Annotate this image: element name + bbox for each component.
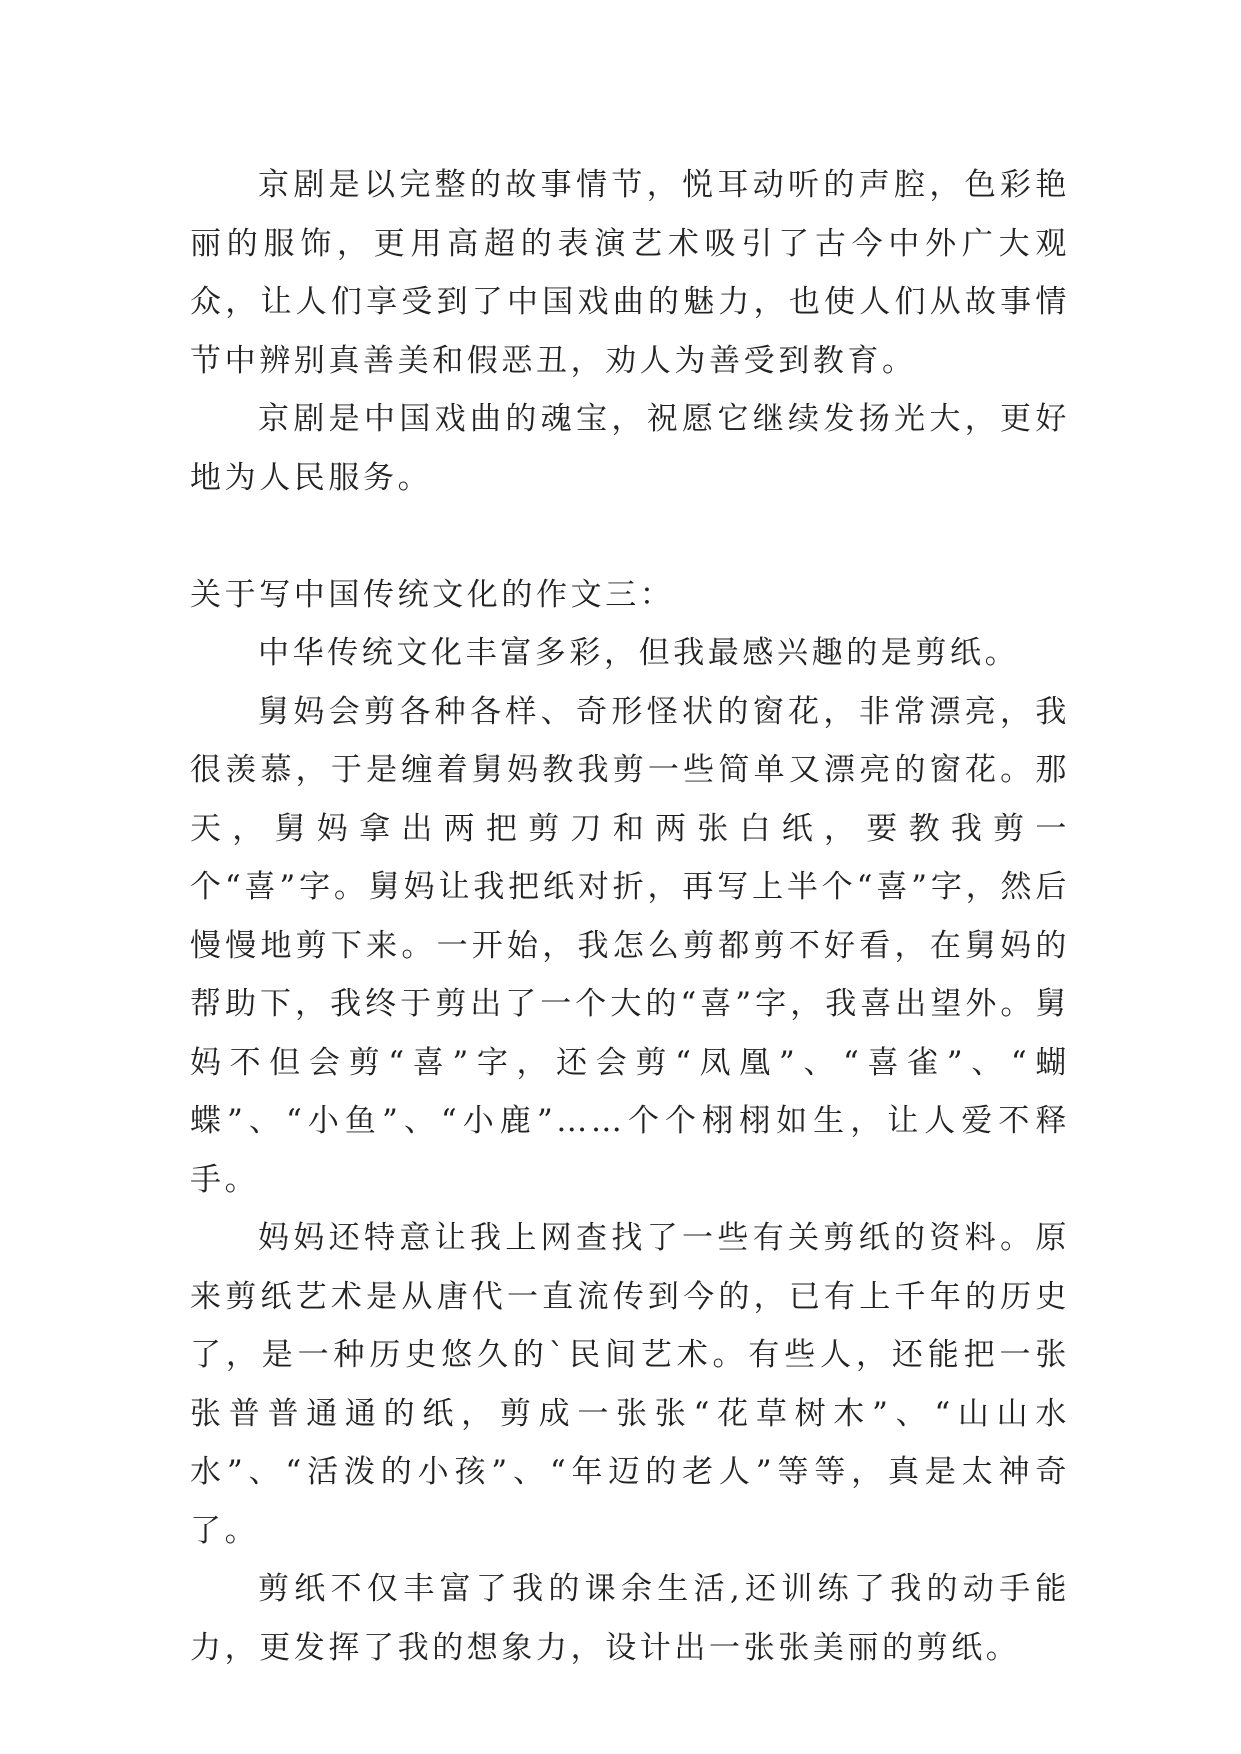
section-heading: 关于写中国传统文化的作文三：	[190, 576, 675, 613]
paragraph-peking-opera-appeal: 京剧是以完整的故事情节，悦耳动听的声腔，色彩艳丽的服饰，更用高超的表演艺术吸引了古今中外广大观众，让人们享受到了中国戏曲的魅力，也使人们从故事情节中辨别真善美和假恶丑，劝人为善受到教育。	[190, 167, 1070, 379]
paragraph-papercut-conclusion: 剪纸不仅丰富了我的课余生活,还训练了我的动手能力，更发挥了我的想象力，设计出一张张美丽的剪纸。	[190, 1571, 1070, 1666]
paragraph-peking-opera-wish: 京剧是中国戏曲的魂宝，祝愿它继续发扬光大，更好地为人民服务。	[190, 401, 1070, 496]
paragraph-papercut-history: 妈妈还特意让我上网查找了一些有关剪纸的资料。原来剪纸艺术是从唐代一直流传到今的，已有上千年的历史了，是一种历史悠久的`民间艺术。有些人，还能把一张张普普通通的纸，剪成一张张“花草树木”、“山山水水”、“活泼的小孩”、“年迈的老人”等等，真是太神奇了。	[190, 1220, 1070, 1549]
document-body	[190, 156, 1070, 1677]
paragraph-papercut-intro: 中华传统文化丰富多彩，但我最感兴趣的是剪纸。	[258, 635, 1020, 671]
paragraph-aunt-papercut: 舅妈会剪各种各样、奇形怪状的窗花，非常漂亮，我很羡慕，于是缠着舅妈教我剪一些简单又漂亮的窗花。那天，舅妈拿出两把剪刀和两张白纸，要教我剪一个“喜”字。舅妈让我把纸对折，再写上半个“喜”字，然后慢慢地剪下来。一开始，我怎么剪都剪不好看，在舅妈的帮助下，我终于剪出了一个大的“喜”字，我喜出望外。舅妈不但会剪“喜”字，还会剪“凤凰”、“喜雀”、“蝴蝶”、“小鱼”、“小鹿”……个个栩栩如生，让人爱不释手。	[190, 693, 1070, 1198]
blank-line	[190, 507, 1070, 566]
